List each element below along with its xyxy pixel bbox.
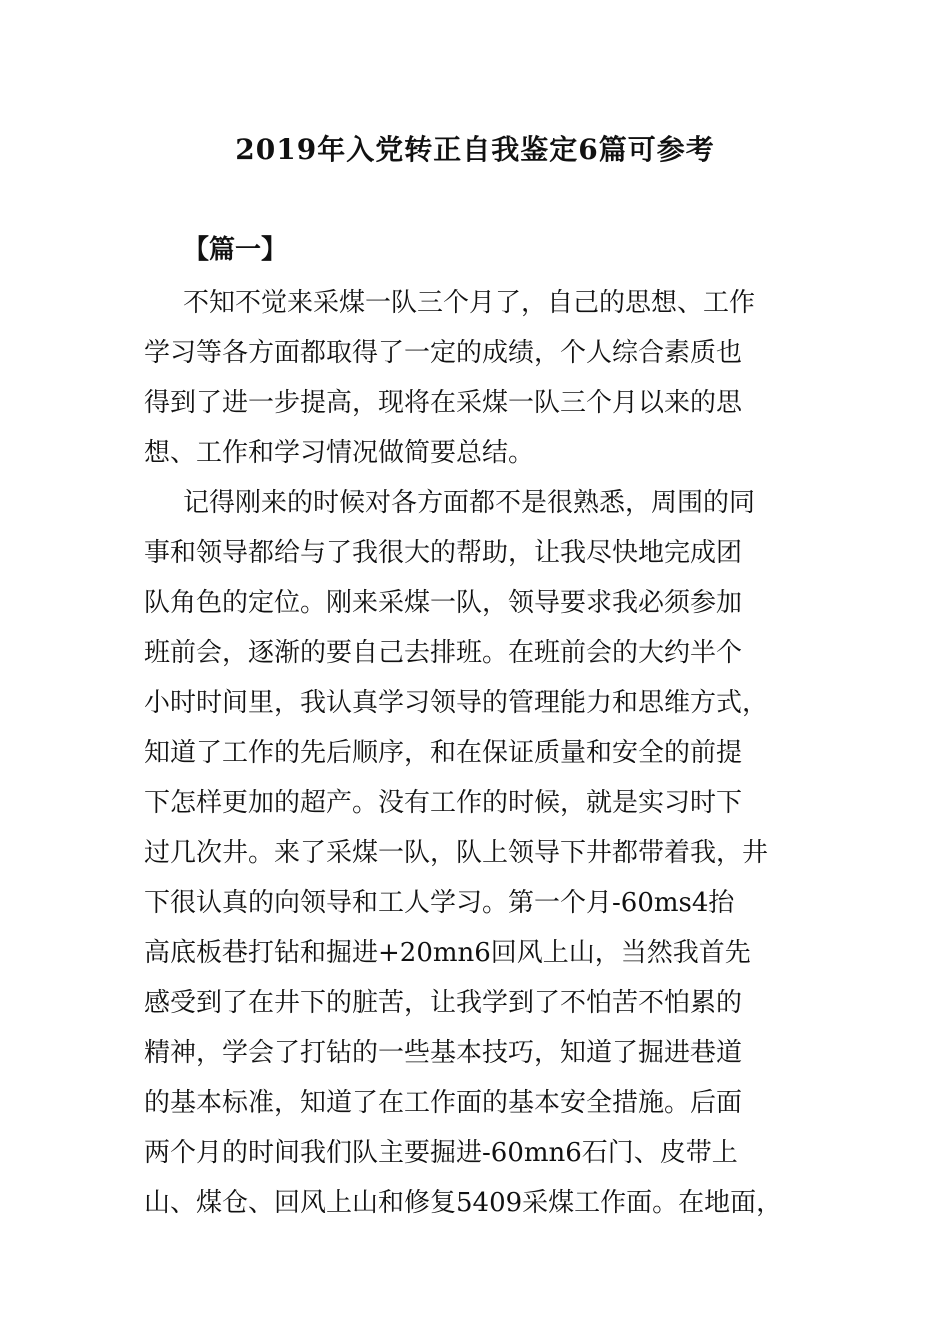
text-line: 队角色的定位。刚来采煤一队，领导要求我必须参加 (144, 588, 743, 618)
document-body (144, 278, 814, 1228)
text-line: 山、煤仓、回风上山和修复5409采煤工作面。在地面， (144, 1188, 783, 1218)
text-line: 想、工作和学习情况做简要总结。 (144, 438, 535, 468)
text-line: 小时时间里，我认真学习领导的管理能力和思维方式， (144, 688, 769, 718)
text-line: 两个月的时间我们队主要掘进-60mn6石门、皮带上 (144, 1138, 738, 1168)
paragraph-1 (144, 278, 814, 478)
paragraph-2 (144, 478, 814, 1228)
text-line: 事和领导都给与了我很大的帮助，让我尽快地完成团 (144, 538, 743, 568)
document-title: 2019年入党转正自我鉴定6篇可参考 (235, 133, 715, 166)
text-line: 高底板巷打钻和掘进+20mn6回风上山，当然我首先 (144, 938, 751, 968)
section-heading: 【篇一】 (183, 235, 288, 265)
text-line: 不知不觉来采煤一队三个月了，自己的思想、工作 (183, 288, 756, 318)
text-line: 过几次井。来了采煤一队，队上领导下井都带着我，井 (144, 838, 769, 868)
text-line: 学习等各方面都取得了一定的成绩，个人综合素质也 (144, 338, 743, 368)
text-line: 的基本标准，知道了在工作面的基本安全措施。后面 (144, 1088, 743, 1118)
text-line: 得到了进一步提高，现将在采煤一队三个月以来的思 (144, 388, 743, 418)
text-line: 知道了工作的先后顺序，和在保证质量和安全的前提 (144, 738, 743, 768)
text-line: 感受到了在井下的脏苦，让我学到了不怕苦不怕累的 (144, 988, 743, 1018)
text-line: 下很认真的向领导和工人学习。第一个月-60ms4抬 (144, 888, 735, 918)
text-line: 精神，学会了打钻的一些基本技巧，知道了掘进巷道 (144, 1038, 743, 1068)
text-line: 记得刚来的时候对各方面都不是很熟悉，周围的同 (183, 488, 756, 518)
text-line: 班前会，逐渐的要自己去排班。在班前会的大约半个 (144, 638, 743, 668)
text-line: 下怎样更加的超产。没有工作的时候，就是实习时下 (144, 788, 743, 818)
